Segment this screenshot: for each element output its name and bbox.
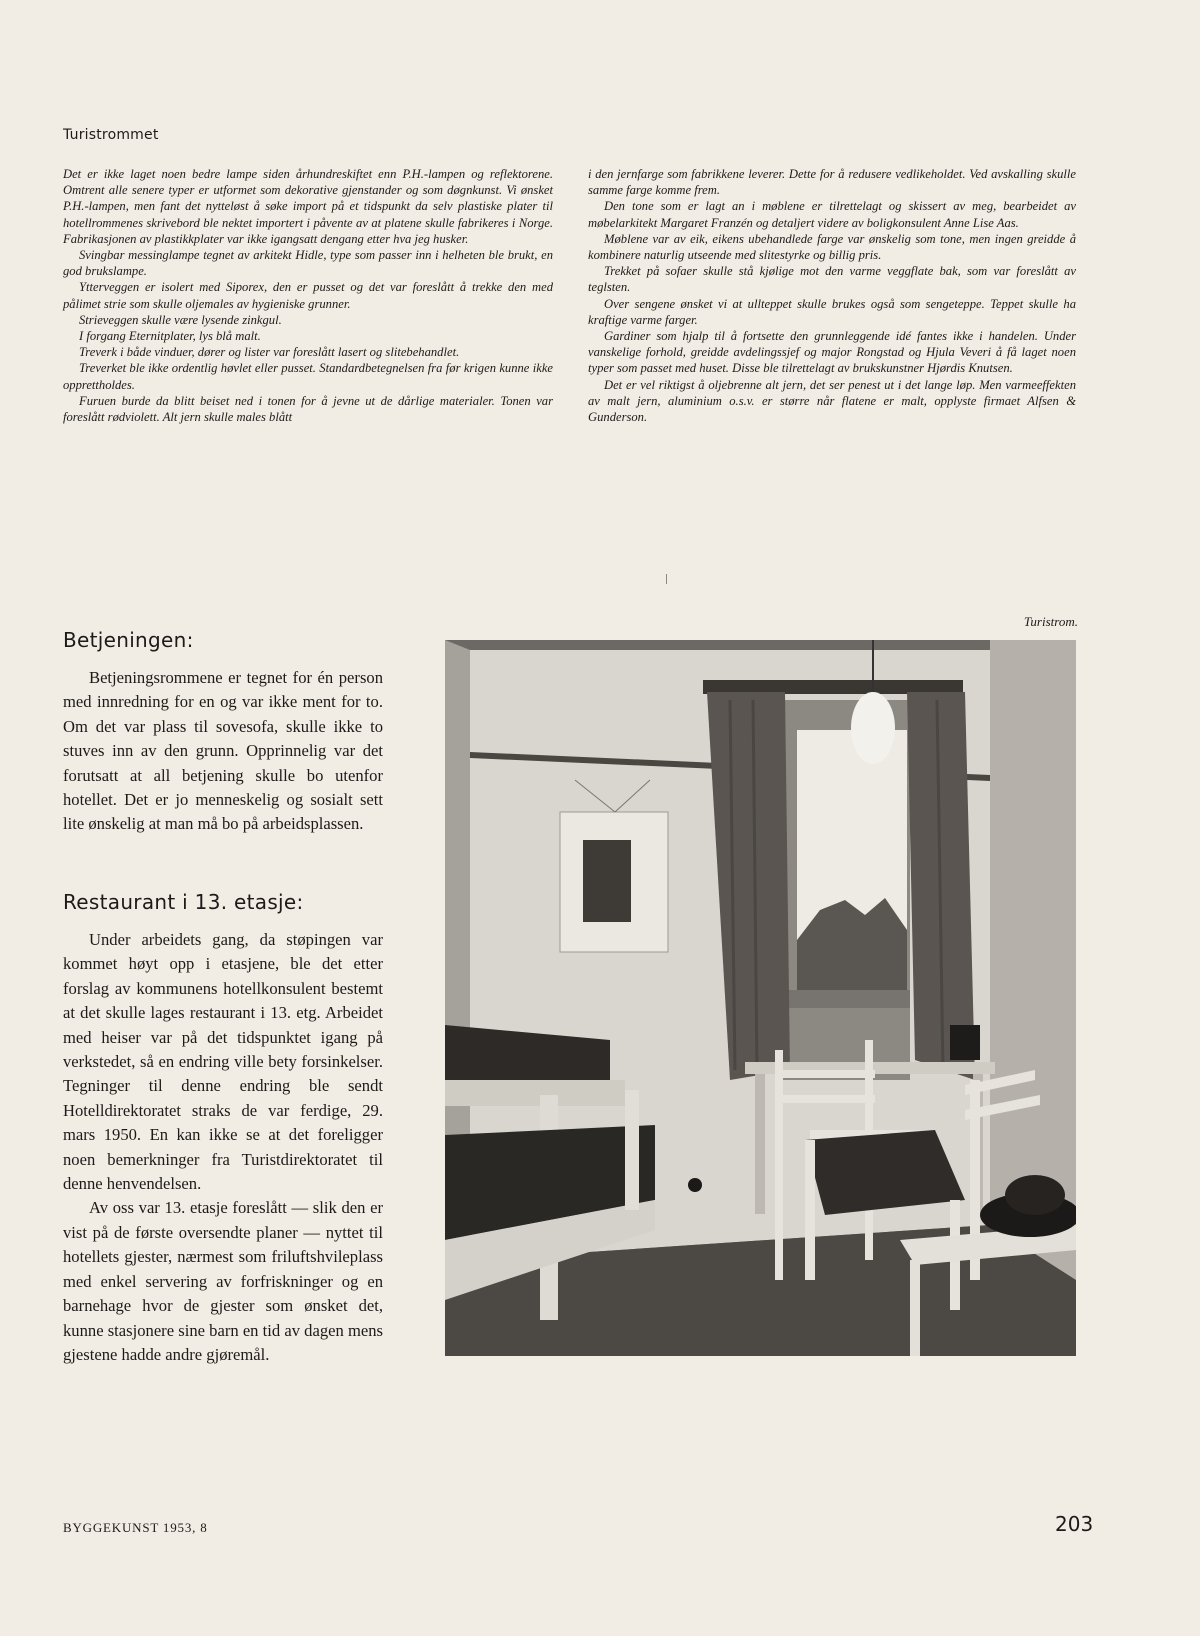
paragraph: Av oss var 13. etasje foreslått — slik den er vist på de første oversendte planer — nyttet til hotellets gjester, nærmest som friluftshvileplass med enkel servering av forfriskninger og en barnehage hvor de gjester som ønsket det, kunne stasjonere sine barn en tid av dagen mens gjestene hadde andre gjøremål. bbox=[63, 1198, 383, 1364]
fold-mark bbox=[666, 574, 667, 584]
left-text-column bbox=[63, 166, 553, 425]
paragraph: Svingbar messinglampe tegnet av arkitekt Hidle, type som passer inn i helheten ble brukt, en god brukslampe. bbox=[63, 248, 553, 279]
paragraph: Gardiner som hjalp til å fortsette den grunnleggende idé fantes ikke i handelen. Under vanskelige forhold, greidde avdelingssjef og major Rongstad og Hjula Veveri å få laget noen typer som passet med huset. Disse ble tilrettelagt av brukskunstner Hjørdis Knutsen. bbox=[588, 329, 1076, 376]
paragraph: I forgang Eternitplater, lys blå malt. bbox=[79, 329, 261, 344]
paragraph: Under arbeidets gang, da støpingen var kommet høyt opp i etasjene, ble det etter forslag av kommunens hotellkonsulent bestemt at det skulle lages restaurant i 13. etg. Arbeidet med heiser var på det tidspunktet igang på verkstedet, så en endring ville bety forsinkelser. Tegninger til denne endring ble sendt Hotelldirektoratet straks de var ferdige, 29. mars 1950. En kan ikke se at det foreligger noen bemerkninger fra Turistdirektoratet til denne henvendelsen. bbox=[63, 930, 383, 1194]
paragraph: Møblene var av eik, eikens ubehandlede farge var ønskelig som tone, men ingen greidde å kombinere naturlig utseende med slitestyrke og billig pris. bbox=[588, 231, 1076, 263]
right-text-column bbox=[588, 166, 1076, 425]
page-number: 203 bbox=[1055, 1512, 1094, 1536]
restaurant-text bbox=[63, 928, 383, 1367]
paragraph: Det er vel riktigst å oljebrenne alt jern, det ser penest ut i det lange løp. Men varmeeffekten av malt jern, aluminium o.s.v. er større når flatene er malt, opplyste firmaet Alfsen & Gunderson. bbox=[588, 377, 1076, 425]
hotel-room-photo bbox=[445, 640, 1076, 1356]
paragraph: Trekket på sofaer skulle stå kjølige mot den varme veggflate bak, som var foreslått av teglsten. bbox=[588, 264, 1076, 295]
paragraph: Strieveggen skulle være lysende zinkgul. bbox=[79, 312, 282, 327]
journal-footer: BYGGEKUNST 1953, 8 bbox=[63, 1520, 208, 1535]
paragraph: Over sengene ønsket vi at ullteppet skulle brukes også som sengeteppe. Teppet skulle ha kraftige varme farger. bbox=[588, 296, 1076, 327]
section-heading-restaurant: Restaurant i 13. etasje: bbox=[63, 890, 304, 914]
paragraph: Ytterveggen er isolert med Siporex, den er pusset og det var foreslått å trekke den med pålimet strie som skulle oljemales av hygieniske grunner. bbox=[63, 280, 553, 311]
paragraph: Den tone som er lagt an i møblene er tilrettelagt og skissert av meg, bearbeidet av møbelarkitekt Margaret Franzén og detaljert videre av boligkonsulent Anne Lise Aas. bbox=[588, 199, 1076, 230]
section-heading-betjeningen: Betjeningen: bbox=[63, 628, 194, 652]
room-illustration bbox=[445, 640, 1076, 1356]
paragraph: Furuen burde da blitt beiset ned i tonen for å jevne ut de dårlige materialer. Tonen var foreslått rødviolett. Alt jern skulle males blått bbox=[63, 393, 553, 425]
betjeningen-text bbox=[63, 666, 383, 837]
paragraph: i den jernfarge som fabrikkene leverer. Dette for å redusere vedlikeholdet. Ved avskalling skulle samme farge komme frem. bbox=[588, 167, 1076, 198]
paragraph: Betjeningsrommene er tegnet for én person med innredning for en og var ikke ment for to. Om det var plass til sovesofa, skulle ikke to stuves inn av den grunn. Opprinnelig var det forutsatt at all betjening skulle bo utenfor hotellet. Det er jo menneskelig og sosialt sett lite ønskelig at man må bo på arbeidsplassen. bbox=[63, 668, 383, 834]
paragraph: Det er ikke laget noen bedre lampe siden århundreskiftet enn P.H.-lampen og reflektorene. Omtrent alle senere typer er utformet som dekorative gjenstander og som døgnkunst. Vi ønsket P.H.-lampen, men fant det nytteløst å søke import på et tidspunkt da selv plastiske plater til hotellrommenes skrivebord ble nektet importert i påvente av at platene skulle fabrikeres i Norge. Fabrikasjonen av plastikkplater var ikke igangsatt dengang etter hva jeg husker. bbox=[63, 167, 553, 246]
paragraph: Treverk i både vinduer, dører og lister var foreslått lasert og slitebehandlet. bbox=[79, 345, 460, 360]
photo-caption: Turistrom. bbox=[1023, 614, 1078, 629]
paragraph: Treverket ble ikke ordentlig høvlet eller pusset. Standardbetegnelsen fra før krigen kunne ikke opprettholdes. bbox=[63, 361, 553, 392]
section-label: Turistrommet bbox=[63, 127, 159, 143]
